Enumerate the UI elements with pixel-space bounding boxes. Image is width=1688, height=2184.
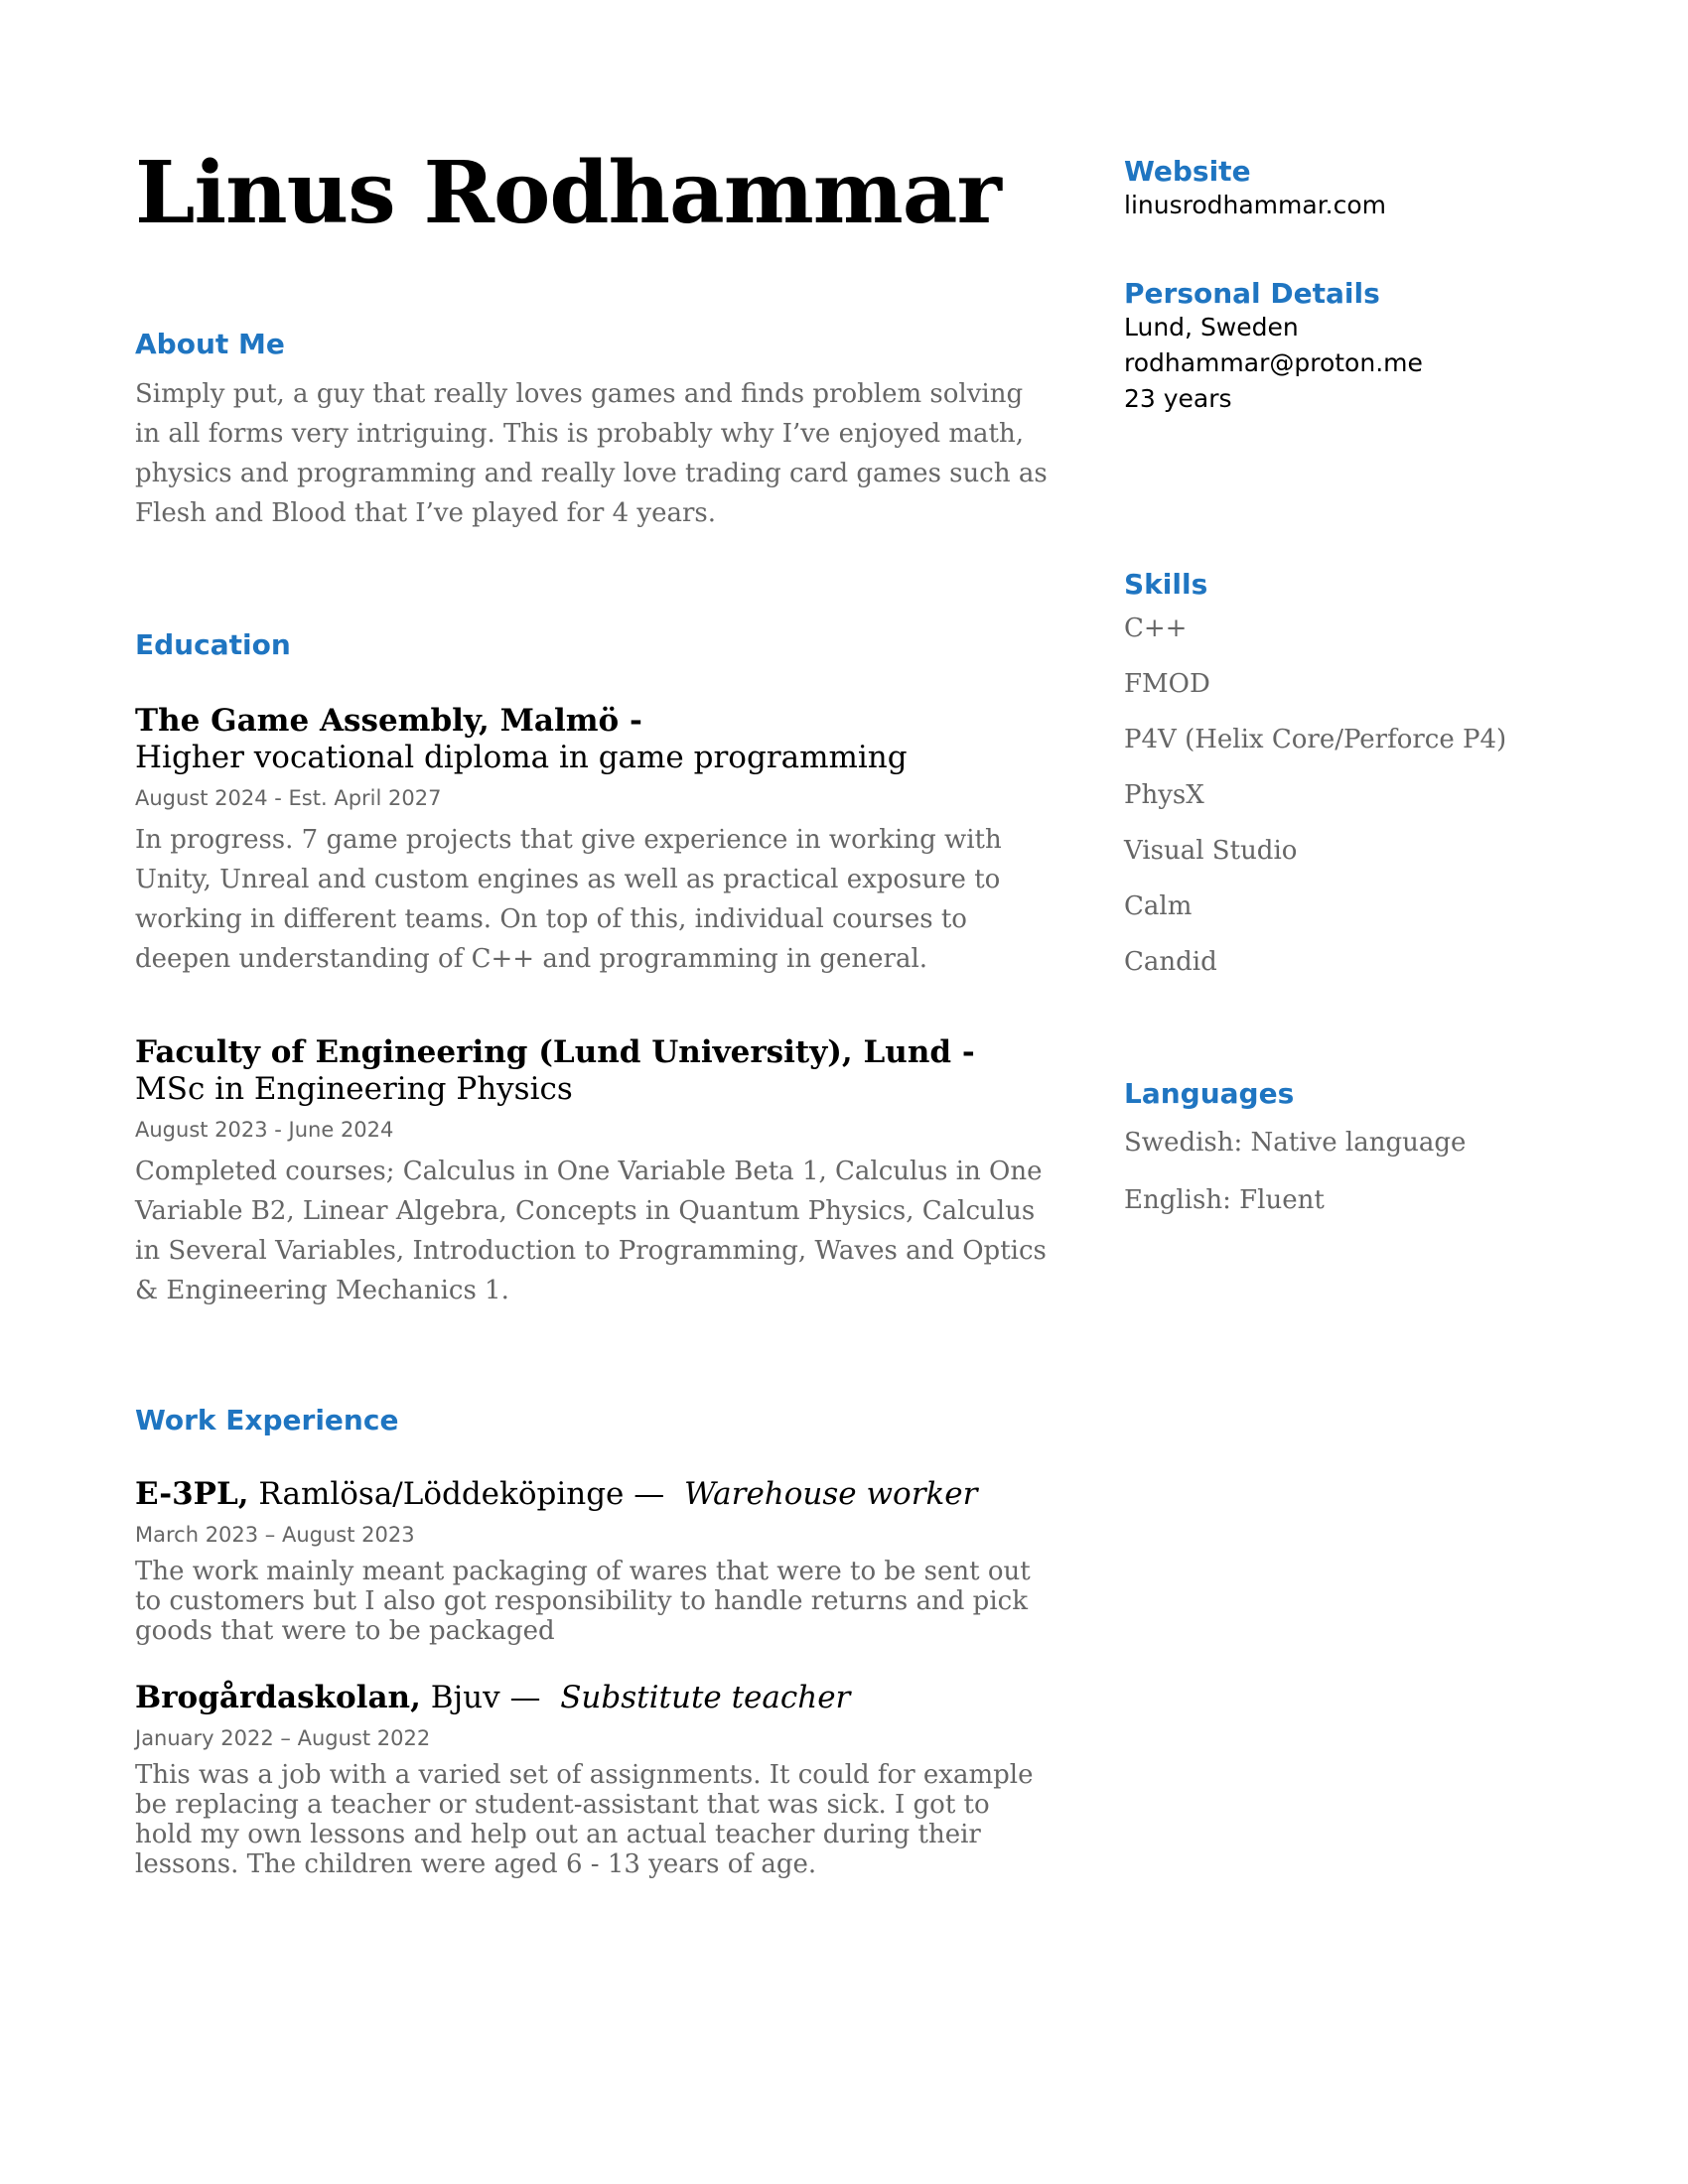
- work-title: [135, 1680, 1049, 1716]
- education-dates: August 2023 - June 2024: [135, 1118, 394, 1143]
- work-separator: —: [509, 1680, 541, 1716]
- work-description: The work mainly meant packaging of wares that were to be sent out to customers but I also got responsibility to handle returns and pick goods that were to be packaged: [135, 1557, 1031, 1647]
- work-entry: [135, 1476, 1049, 1646]
- education-entry: [135, 1034, 1049, 1310]
- skill-item: C++: [1124, 614, 1188, 643]
- skill-item: Candid: [1124, 947, 1217, 977]
- education-heading: Education: [135, 628, 291, 662]
- work-separator: —: [633, 1476, 665, 1513]
- languages-list: [1124, 1114, 1601, 1229]
- work-dates: March 2023 – August 2023: [135, 1523, 415, 1548]
- about-heading: About Me: [135, 328, 285, 361]
- education-description: Completed courses; Calculus in One Variable Beta 1, Calculus in One Variable B2, Linear Algebra, Concepts in Quantum Physics, Calculus in Several Variables, Introduction to Programming, Waves and Optics & Engineering Mechanics 1.: [135, 1157, 1047, 1306]
- languages-heading: Languages: [1124, 1077, 1295, 1110]
- education-degree: Higher vocational diploma in game programming: [135, 740, 908, 776]
- education-description: In progress. 7 game projects that give experience in working with Unity, Unreal and custom engines as well as practical exposure to working in different teams. On top of this, individual courses to deepen understanding of C++ and programming in general.: [135, 825, 1002, 975]
- skill-item: Visual Studio: [1124, 836, 1298, 866]
- work-company: Brogårdaskolan,: [135, 1680, 421, 1716]
- main-column: [135, 143, 1049, 1880]
- education-dates: August 2024 - Est. April 2027: [135, 786, 442, 811]
- work-company: E-3PL,: [135, 1476, 249, 1513]
- sidebar: [1124, 155, 1601, 1229]
- skill-item: Calm: [1124, 891, 1193, 921]
- work-title: [135, 1476, 1049, 1513]
- skill-item: FMOD: [1124, 669, 1210, 699]
- website-link[interactable]: linusrodhammar.com: [1124, 191, 1387, 219]
- personal-email[interactable]: rodhammar@proton.me: [1124, 348, 1423, 377]
- candidate-name: Linus Rodhammar: [135, 143, 1001, 243]
- education-school: Faculty of Engineering (Lund University), Lund -: [135, 1034, 975, 1071]
- personal-location: Lund, Sweden: [1124, 313, 1299, 341]
- work-role: Warehouse worker: [683, 1476, 978, 1513]
- work-location: Bjuv: [430, 1680, 500, 1716]
- work-entry: [135, 1680, 1049, 1879]
- personal-details-heading: Personal Details: [1124, 277, 1380, 310]
- education-entry: [135, 703, 1049, 979]
- personal-age: 23 years: [1124, 384, 1232, 413]
- language-item: Swedish: Native language: [1124, 1128, 1467, 1158]
- skill-item: P4V (Helix Core/Perforce P4): [1124, 725, 1507, 754]
- about-text: Simply put, a guy that really loves games and finds problem solving in all forms very intriguing. This is probably why I’ve enjoyed math, physics and programming and really love trading card games such as Flesh and Blood that I’ve played for 4 years.: [135, 379, 1048, 529]
- skills-list: [1124, 601, 1601, 990]
- work-role: Substitute teacher: [560, 1680, 851, 1716]
- education-school: The Game Assembly, Malmö -: [135, 703, 642, 740]
- education-degree: MSc in Engineering Physics: [135, 1071, 573, 1108]
- work-heading: Work Experience: [135, 1404, 399, 1437]
- language-item: English: Fluent: [1124, 1185, 1325, 1215]
- work-dates: January 2022 – August 2022: [135, 1726, 431, 1751]
- skill-item: PhysX: [1124, 780, 1204, 810]
- work-description: This was a job with a varied set of assignments. It could for example be replacing a teacher or student-assistant that was sick. I got to hold my own lessons and help out an actual teacher during their lessons. The children were aged 6 - 13 years of age.: [135, 1760, 1034, 1880]
- work-location: Ramlösa/Löddeköpinge: [258, 1476, 625, 1513]
- website-heading: Website: [1124, 155, 1251, 188]
- skills-heading: Skills: [1124, 568, 1208, 601]
